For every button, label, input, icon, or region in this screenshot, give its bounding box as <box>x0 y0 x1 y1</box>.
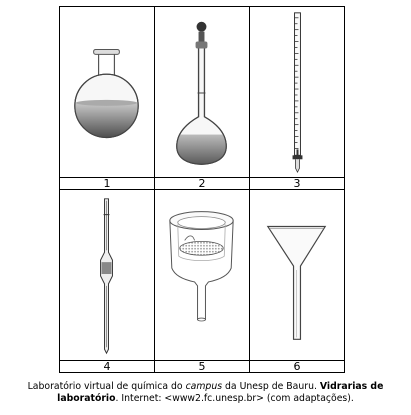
cell-volumetric-pipette <box>60 190 155 361</box>
cell-funnel <box>250 190 345 361</box>
caption-text-3: . Internet: <www2.fc.unesp.br> (com adaptações). <box>115 393 354 404</box>
caption-campus: campus <box>185 381 223 392</box>
funnel-icon <box>250 190 344 360</box>
caption-text-1: Laboratório virtual de química do <box>27 381 186 392</box>
round-bottom-flask-icon <box>60 7 154 177</box>
item-number: 4 <box>60 361 155 373</box>
cell-volumetric-flask <box>155 7 250 178</box>
glassware-table <box>59 6 345 373</box>
item-number: 3 <box>250 178 345 190</box>
caption-bold-1: Vidrarias de <box>319 381 384 392</box>
item-number: 5 <box>155 361 250 373</box>
item-number: 2 <box>155 178 250 190</box>
figure-caption <box>0 381 411 405</box>
cell-burette <box>250 7 345 178</box>
volumetric-pipette-icon <box>60 190 154 360</box>
cell-buchner-funnel <box>155 190 250 361</box>
volumetric-flask-icon <box>155 7 249 177</box>
item-number: 6 <box>250 361 345 373</box>
item-number: 1 <box>60 178 155 190</box>
cell-round-bottom-flask <box>60 7 155 178</box>
caption-bold-2: laboratório <box>57 393 116 404</box>
buchner-funnel-icon <box>155 190 249 360</box>
caption-text-2: da Unesp de Bauru. <box>222 381 320 392</box>
burette-icon <box>250 7 344 177</box>
